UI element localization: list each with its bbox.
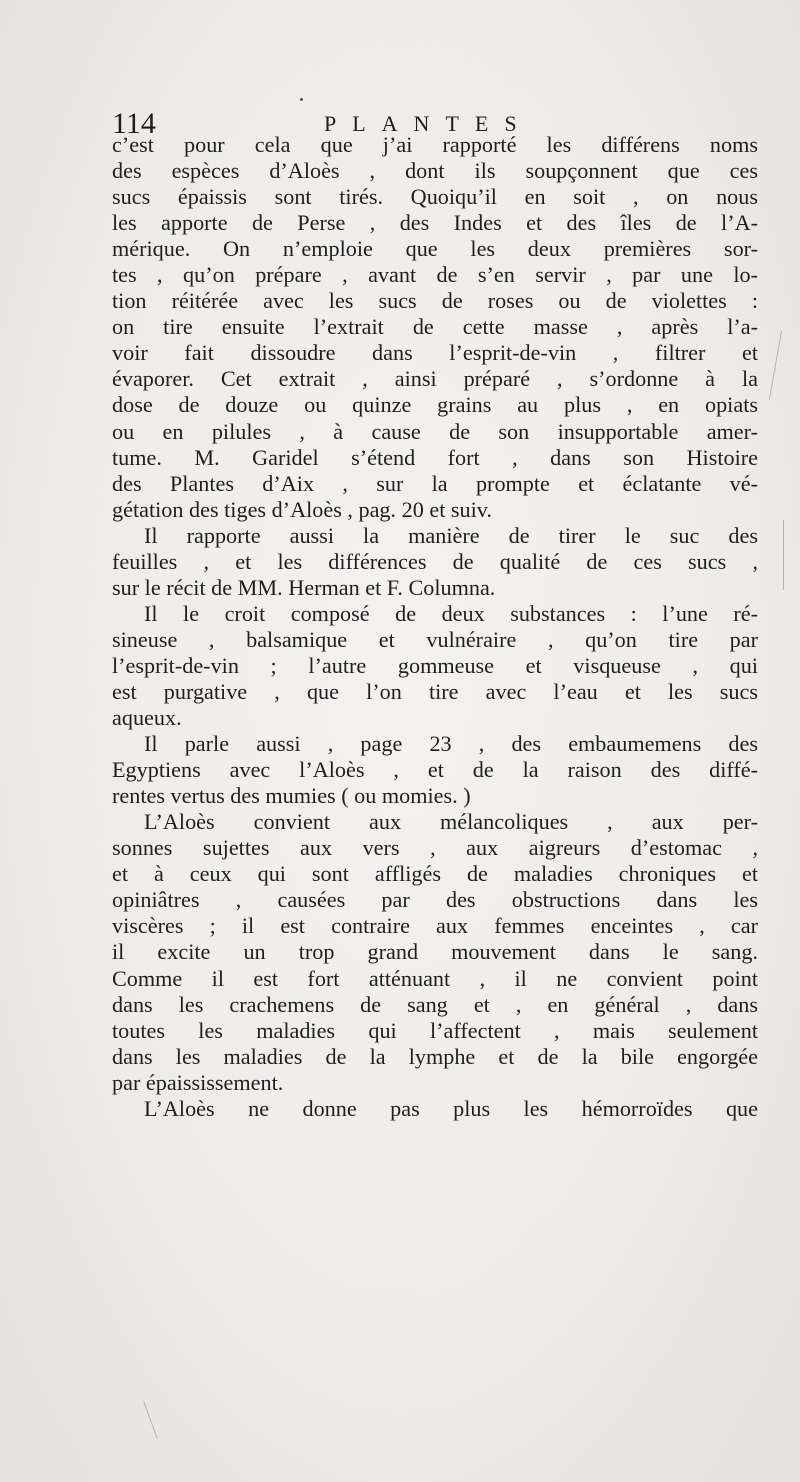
running-head: PLANTES <box>324 111 533 136</box>
text-line: sineuse , balsamique et vulnéraire , qu’on tire par <box>112 626 758 652</box>
paper-crease <box>143 1401 158 1439</box>
text-line: aqueux. <box>112 705 182 731</box>
text-line: opiniâtres , causées par des obstructions dans les <box>112 887 758 913</box>
text-line: dans les maladies de la lymphe et de la bile engorgée <box>112 1043 758 1069</box>
page-number: 114 <box>112 107 156 140</box>
text-line: l’esprit-de-vin ; l’autre gommeuse et visqueuse , qui <box>112 652 758 678</box>
text-line: dose de douze ou quinze grains au plus , en opiats <box>112 392 758 418</box>
text-line: sur le récit de MM. Herman et F. Columna. <box>112 574 496 600</box>
text-line: Egyptiens avec l’Aloès , et de la raison des diffé- <box>112 757 758 783</box>
text-line: Il parle aussi , page 23 , des embaumemens des <box>144 731 758 757</box>
text-line: L’Aloès ne donne pas plus les hémorroïdes que <box>144 1095 758 1121</box>
text-line: les apporte de Perse , des Indes et des îles de l’A- <box>112 210 758 236</box>
text-line: gétation des tiges d’Aloès , pag. 20 et suiv. <box>112 496 492 522</box>
text-line: mérique. On n’emploie que les deux premières sor- <box>112 236 758 262</box>
text-line: dans les crachemens de sang et , en général , dans <box>112 991 758 1017</box>
text-line: voir fait dissoudre dans l’esprit-de-vin , filtrer et <box>112 340 758 366</box>
text-line: tion réitérée avec les sucs de roses ou de violettes : <box>112 288 758 314</box>
text-line: par épaississement. <box>112 1069 284 1095</box>
text-line: Il rapporte aussi la manière de tirer le suc des <box>144 522 758 548</box>
text-line: évaporer. Cet extrait , ainsi préparé , s’ordonne à la <box>112 366 758 392</box>
text-line: et à ceux qui sont affligés de maladies chroniques et <box>112 861 758 887</box>
text-line: Comme il est fort atténuant , il ne convient point <box>112 965 758 991</box>
text-line: sonnes sujettes aux vers , aux aigreurs d’estomac , <box>112 835 758 861</box>
text-line: viscères ; il est contraire aux femmes enceintes , car <box>112 913 758 939</box>
paper-crease <box>769 330 782 399</box>
paper-crease <box>783 520 784 590</box>
text-line: ou en pilules , à cause de son insupportable amer- <box>112 418 758 444</box>
paper-speck <box>300 98 303 101</box>
text-line: tes , qu’on prépare , avant de s’en servir , par une lo- <box>112 262 758 288</box>
text-line: des espèces d’Aloès , dont ils soupçonnent que ces <box>112 158 758 184</box>
text-line: feuilles , et les différences de qualité de ces sucs , <box>112 548 758 574</box>
text-line: on tire ensuite l’extrait de cette masse , après l’a- <box>112 314 758 340</box>
text-line: est purgative , que l’on tire avec l’eau et les sucs <box>112 678 758 704</box>
text-line: il excite un trop grand mouvement dans le sang. <box>112 939 758 965</box>
text-line: des Plantes d’Aix , sur la prompte et éclatante vé- <box>112 470 758 496</box>
text-line: Il le croit composé de deux substances : l’une ré- <box>144 600 758 626</box>
text-line: sucs épaissis sont tirés. Quoiqu’il en soit , on nous <box>112 184 758 210</box>
text-line: L’Aloès convient aux mélancoliques , aux per- <box>144 809 758 835</box>
text-line: toutes les maladies qui l’affectent , mais seulement <box>112 1017 758 1043</box>
body-text <box>112 132 758 1122</box>
text-line: rentes vertus des mumies ( ou momies. ) <box>112 783 471 809</box>
text-line: tume. M. Garidel s’étend fort , dans son Histoire <box>112 444 758 470</box>
text-line: c’est pour cela que j’ai rapporté les différens noms <box>112 132 758 157</box>
